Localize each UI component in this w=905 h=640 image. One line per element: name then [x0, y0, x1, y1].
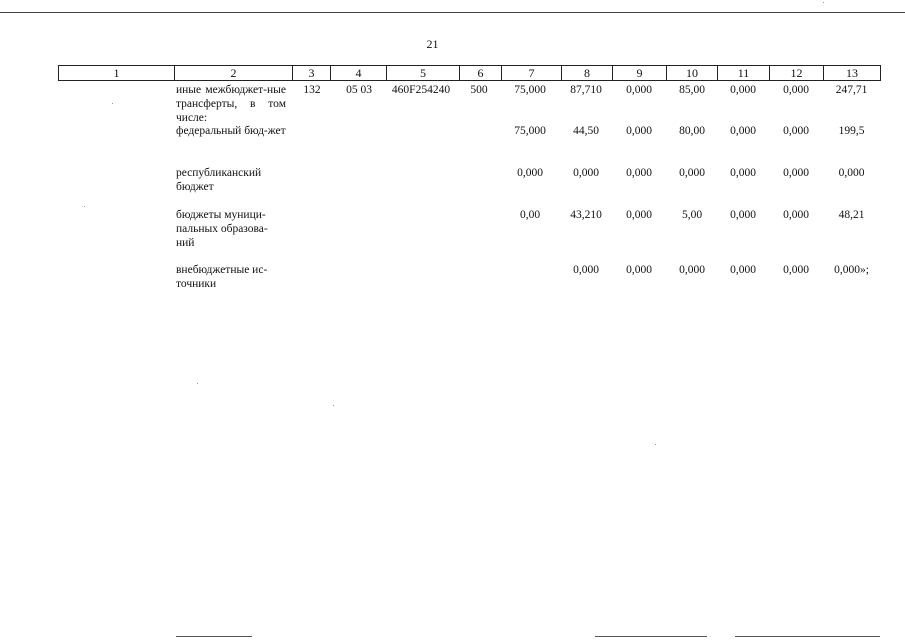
cell-col11: 0,000 [730, 264, 756, 276]
cell-col11: 0,000 [730, 84, 756, 96]
row-label: республиканский бюджет [176, 167, 262, 193]
cell-col11: 0,000 [730, 125, 756, 137]
cell-col12: 0,000 [783, 125, 809, 137]
scan-speck [655, 444, 656, 445]
cell-col9: 0,000 [626, 209, 652, 221]
col-header-3: 3 [293, 66, 331, 81]
col-header-11: 11 [718, 66, 770, 81]
scan-speck [197, 383, 198, 384]
cell-col12: 0,000 [783, 264, 809, 276]
col-header-4: 4 [331, 66, 387, 81]
cell-col10: 0,000 [679, 167, 705, 179]
cell-col9: 0,000 [626, 167, 652, 179]
scan-speck [112, 103, 113, 104]
cell-col10: 80,00 [679, 125, 705, 137]
cell-col11: 0,000 [730, 209, 756, 221]
cell-col8: 44,50 [573, 125, 599, 137]
col-header-5: 5 [387, 66, 460, 81]
cell-col10: 5,00 [681, 209, 703, 221]
col-header-13: 13 [824, 66, 881, 81]
cell-col8: 0,000 [573, 167, 599, 179]
cell-col13: 0,000»; [834, 264, 869, 276]
scan-speck [823, 2, 824, 3]
cell-col12: 0,000 [783, 209, 809, 221]
cell-col7: 0,000 [517, 167, 543, 179]
col-header-9: 9 [613, 66, 667, 81]
cell-col12: 0,000 [783, 84, 809, 96]
top-rule [0, 12, 905, 13]
scan-speck [333, 405, 334, 406]
cell-col11: 0,000 [730, 167, 756, 179]
column-header-table [58, 65, 881, 81]
cell-col10: 0,000 [679, 264, 705, 276]
col-header-8: 8 [562, 66, 613, 81]
row-label: бюджеты муници-пальных образова-ний [176, 209, 268, 249]
cell-col7: 75,000 [514, 84, 546, 96]
col-header-2: 2 [175, 66, 293, 81]
bottom-rule [735, 636, 880, 637]
cell-col13: 0,000 [838, 167, 865, 179]
col-header-1: 1 [59, 66, 175, 81]
cell-col8: 43,210 [570, 209, 602, 221]
scan-speck [84, 206, 85, 207]
cell-col4: 05 03 [346, 84, 372, 96]
header-row [59, 66, 881, 81]
cell-col9: 0,000 [626, 84, 652, 96]
cell-col7: 0,00 [519, 209, 541, 221]
cell-col13: 247,71 [835, 84, 868, 96]
cell-col12: 0,000 [783, 167, 809, 179]
col-header-10: 10 [667, 66, 718, 81]
row-label: федеральный бюд-жет [176, 125, 286, 137]
cell-col10: 85,00 [679, 84, 705, 96]
col-header-7: 7 [502, 66, 562, 81]
col-header-6: 6 [460, 66, 502, 81]
col-header-12: 12 [770, 66, 824, 81]
row-label: внебюджетные ис-точники [176, 264, 268, 290]
cell-col9: 0,000 [626, 264, 652, 276]
cell-col6: 500 [470, 84, 488, 96]
cell-col7: 75,000 [514, 125, 546, 137]
cell-col5: 460F254240 [391, 84, 451, 96]
cell-col13: 199,5 [838, 125, 865, 137]
cell-col9: 0,000 [626, 125, 652, 137]
row-label: иные межбюджет-ные трансферты, в том числе: [176, 84, 286, 124]
bottom-rule [176, 636, 252, 637]
page-number: 21 [426, 37, 439, 51]
cell-col3: 132 [303, 84, 321, 96]
cell-col13: 48,21 [838, 209, 865, 221]
bottom-rule [595, 636, 707, 637]
cell-col8: 0,000 [573, 264, 599, 276]
cell-col8: 87,710 [570, 84, 602, 96]
